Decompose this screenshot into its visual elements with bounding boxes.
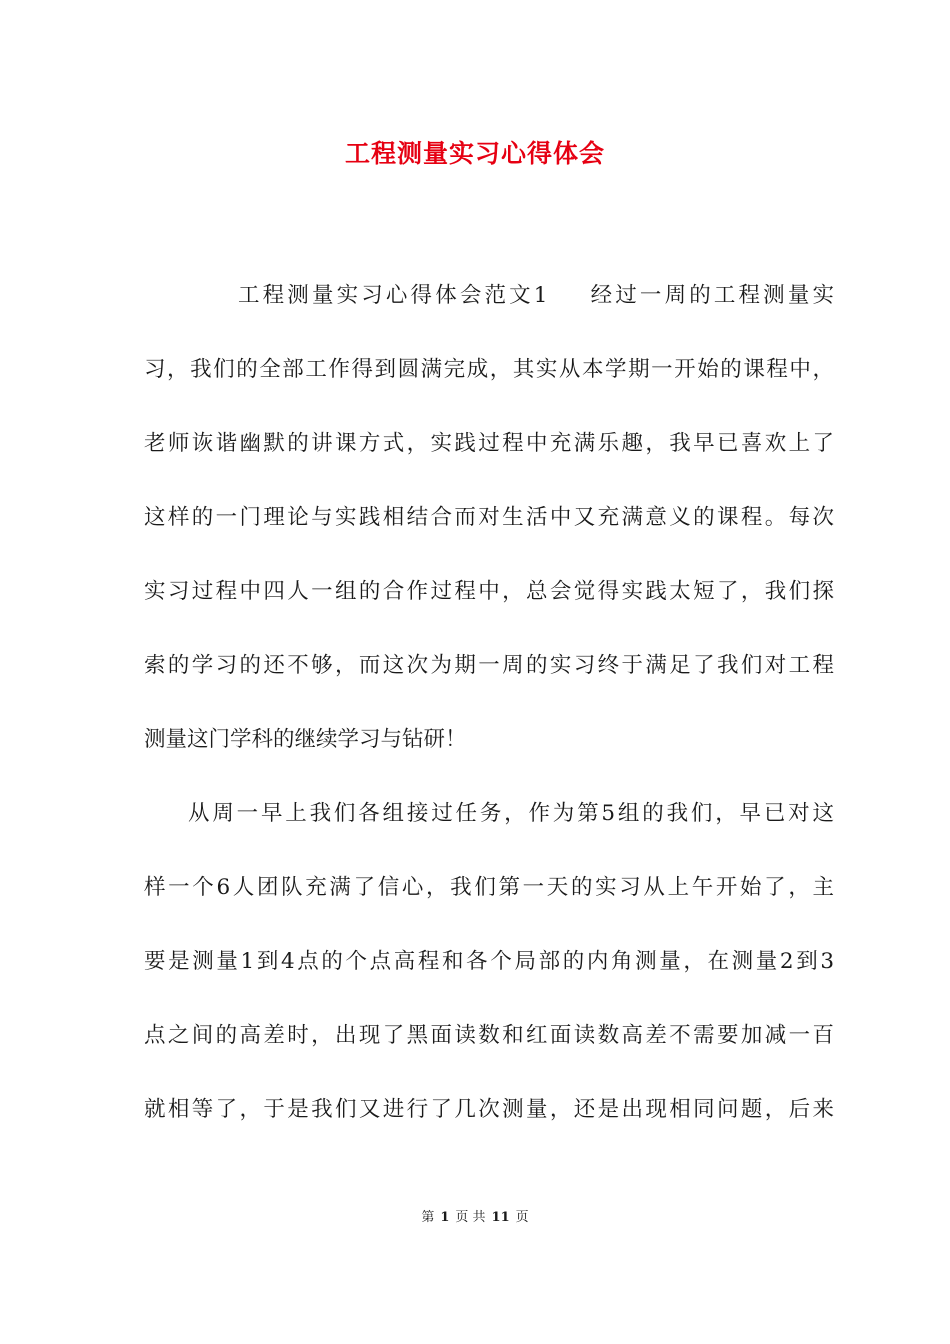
page-number: 1 <box>440 1210 450 1225</box>
paragraph-line: 要是测量1到4点的个点高程和各个局部的内角测量，在测量2到3 <box>144 949 834 974</box>
paragraph-line: 就相等了，于是我们又进行了几次测量，还是出现相同问题，后来 <box>144 1097 834 1122</box>
page-footer <box>0 1208 950 1228</box>
paragraph-line: 习，我们的全部工作得到圆满完成，其实从本学期一开始的课程中， <box>144 357 834 382</box>
total-pages: 11 <box>491 1210 510 1225</box>
paragraph-line: 测量这门学科的继续学习与钻研！ <box>144 727 467 752</box>
paragraph-line: 实习过程中四人一组的合作过程中，总会觉得实践太短了，我们探 <box>144 579 834 604</box>
paragraph-line <box>144 281 834 311</box>
paragraph-text: 经过一周的工程测量实 <box>587 283 834 308</box>
paragraph-line: 点之间的高差时，出现了黑面读数和红面读数高差不需要加减一百 <box>144 1023 834 1048</box>
document-title: 工程测量实习心得体会 <box>344 139 605 168</box>
footer-middle: 页 共 <box>455 1210 486 1225</box>
footer-suffix: 页 <box>515 1210 529 1225</box>
section-heading: 工程测量实习心得体会范文1 <box>238 283 548 308</box>
paragraph-line: 老师诙谐幽默的讲课方式，实践过程中充满乐趣，我早已喜欢上了 <box>144 431 834 456</box>
paragraph-line: 样一个6人团队充满了信心，我们第一天的实习从上午开始了，主 <box>144 875 834 900</box>
paragraph-line: 这样的一门理论与实践相结合而对生活中又充满意义的课程。每次 <box>144 505 834 530</box>
paragraph-line: 索的学习的还不够，而这次为期一周的实习终于满足了我们对工程 <box>144 653 834 678</box>
paragraph-line: 从周一早上我们各组接过任务，作为第5组的我们，早已对这 <box>188 801 834 826</box>
footer-prefix: 第 <box>421 1210 435 1225</box>
